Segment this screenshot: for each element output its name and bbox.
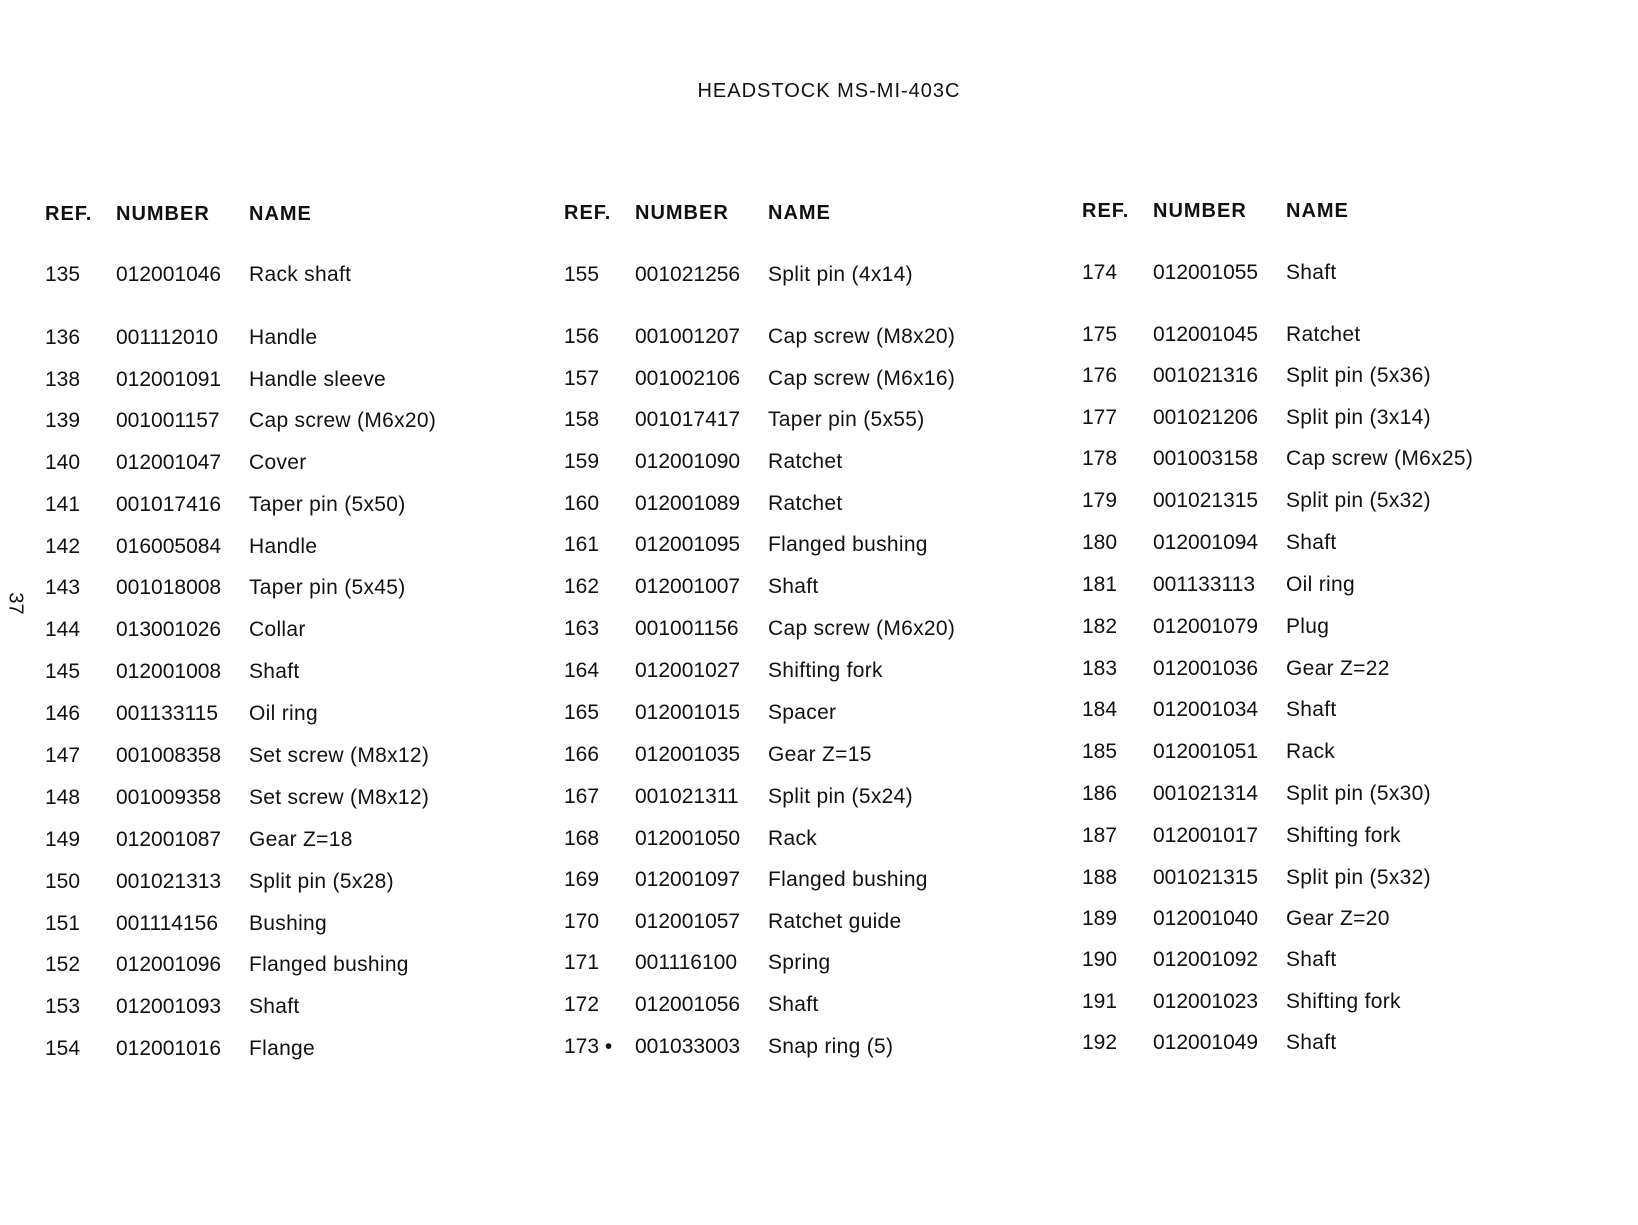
part-row [1082,489,1582,519]
part-name: Shaft [249,995,300,1018]
part-name: Plug [1286,615,1330,638]
part-row [564,868,1064,898]
part-number: 012001055 [1153,261,1259,284]
part-ref: 143 [45,576,81,599]
part-row [564,533,1064,563]
part-row [564,910,1064,940]
part-ref: 167 [564,785,600,808]
part-ref: 155 [564,263,600,286]
part-number: 012001087 [116,828,222,851]
part-name: Spacer [768,701,837,724]
part-number: 012001015 [635,701,741,724]
part-ref: 142 [45,535,81,558]
part-number: 012001023 [1153,990,1259,1013]
part-number: 001002106 [635,367,741,390]
part-ref: 172 [564,993,600,1016]
part-ref: 178 [1082,447,1118,470]
parts-column-3 [1082,0,1582,1225]
part-ref: 138 [45,368,81,391]
part-ref: 169 [564,868,600,891]
part-number: 001008358 [116,744,222,767]
part-number: 012001017 [1153,824,1259,847]
part-row [45,786,545,816]
part-number: 001021206 [1153,406,1259,429]
part-name: Set screw (M8x12) [249,744,430,767]
part-number: 012001079 [1153,615,1259,638]
part-name: Split pin (3x14) [1286,406,1431,429]
part-ref: 191 [1082,990,1118,1013]
part-number: 016005084 [116,535,222,558]
part-name: Gear Z=22 [1286,657,1390,680]
part-row [45,744,545,774]
part-row [1082,573,1582,603]
part-name: Ratchet [1286,323,1361,346]
part-number: 001112010 [116,326,218,349]
part-row [1082,948,1582,978]
part-name: Split pin (5x36) [1286,364,1431,387]
part-number: 001021315 [1153,489,1259,512]
part-row [45,493,545,523]
part-number: 001003158 [1153,447,1259,470]
part-number: 012001046 [116,263,222,286]
part-row [564,408,1064,438]
part-ref: 186 [1082,782,1118,805]
part-number: 001114156 [116,912,218,935]
part-ref: 159 [564,450,600,473]
column-header-ref: REF. [45,203,93,225]
part-name: Set screw (M8x12) [249,786,430,809]
part-row [45,953,545,983]
part-row [45,1037,545,1067]
part-name: Cap screw (M8x20) [768,325,956,348]
part-name: Ratchet [768,492,843,515]
part-name: Split pin (4x14) [768,263,913,286]
part-number: 012001035 [635,743,741,766]
part-row [564,263,1064,293]
part-number: 001021314 [1153,782,1259,805]
part-name: Cap screw (M6x16) [768,367,956,390]
part-ref: 151 [45,912,81,935]
part-name: Taper pin (5x45) [249,576,406,599]
part-number: 001017416 [116,493,222,516]
part-number: 001021315 [1153,866,1259,889]
part-number: 012001036 [1153,657,1259,680]
part-ref: 152 [45,953,81,976]
part-row [1082,615,1582,645]
part-number: 001001207 [635,325,741,348]
part-row [1082,824,1582,854]
part-ref: 190 [1082,948,1118,971]
part-ref: 136 [45,326,81,349]
part-number: 012001095 [635,533,741,556]
part-ref: 163 [564,617,600,640]
part-number: 012001047 [116,451,222,474]
part-name: Handle [249,326,318,349]
part-number: 001009358 [116,786,222,809]
part-name: Handle [249,535,318,558]
part-ref: 192 [1082,1031,1118,1054]
part-ref: 157 [564,367,600,390]
part-row [564,325,1064,355]
part-name: Rack [768,827,818,850]
part-name: Shifting fork [768,659,883,682]
part-number: 001018008 [116,576,222,599]
part-row [564,951,1064,981]
part-number: 012001096 [116,953,222,976]
part-row [45,618,545,648]
part-row [1082,990,1582,1020]
part-number: 013001026 [116,618,222,641]
part-number: 012001050 [635,827,741,850]
part-name: Handle sleeve [249,368,386,391]
column-header-number: NUMBER [1153,200,1247,222]
parts-column-1 [45,0,545,1225]
part-name: Shaft [1286,698,1337,721]
page-number: 37 [4,592,27,615]
part-ref: 161 [564,533,600,556]
part-ref: 175 [1082,323,1118,346]
part-number: 001021316 [1153,364,1259,387]
part-name: Flanged bushing [768,533,928,556]
column-header-name: NAME [768,202,831,224]
part-row [45,660,545,690]
part-ref: 184 [1082,698,1118,721]
part-ref: 160 [564,492,600,515]
part-ref: 145 [45,660,81,683]
part-name: Shaft [768,575,819,598]
part-row [45,368,545,398]
part-name: Split pin (5x32) [1286,866,1431,889]
part-ref: 173 • [564,1035,613,1058]
part-name: Shifting fork [1286,824,1401,847]
part-number: 001021311 [635,785,739,808]
part-row [1082,447,1582,477]
part-number: 012001056 [635,993,741,1016]
part-name: Split pin (5x32) [1286,489,1431,512]
part-row [45,409,545,439]
part-row [564,827,1064,857]
part-name: Shaft [1286,261,1337,284]
part-row [564,659,1064,689]
part-name: Spring [768,951,831,974]
part-number: 012001008 [116,660,222,683]
part-name: Split pin (5x30) [1286,782,1431,805]
part-row [1082,406,1582,436]
part-row [564,743,1064,773]
column-header-name: NAME [1286,200,1349,222]
part-ref: 153 [45,995,81,1018]
part-number: 012001027 [635,659,741,682]
part-name: Collar [249,618,306,641]
part-row [1082,364,1582,394]
part-name: Ratchet guide [768,910,902,933]
part-row [45,995,545,1025]
part-row [45,535,545,565]
part-name: Gear Z=20 [1286,907,1390,930]
part-number: 012001091 [116,368,222,391]
part-number: 001001157 [116,409,220,432]
part-ref: 154 [45,1037,81,1060]
part-name: Shaft [249,660,300,683]
part-row [1082,782,1582,812]
page-title: HEADSTOCK MS-MI-403C [697,80,961,102]
part-name: Rack shaft [249,263,352,286]
part-number: 012001089 [635,492,741,515]
part-row [1082,323,1582,353]
part-ref: 141 [45,493,81,516]
part-ref: 164 [564,659,600,682]
part-ref: 188 [1082,866,1118,889]
part-ref: 139 [45,409,81,432]
part-ref: 170 [564,910,600,933]
part-name: Shifting fork [1286,990,1401,1013]
part-number: 012001094 [1153,531,1259,554]
part-row [1082,261,1582,291]
part-row [1082,740,1582,770]
part-ref: 168 [564,827,600,850]
part-number: 012001090 [635,450,741,473]
part-name: Rack [1286,740,1336,763]
part-row [45,828,545,858]
part-row [45,451,545,481]
part-number: 001033003 [635,1035,741,1058]
part-number: 001116100 [635,951,737,974]
part-ref: 179 [1082,489,1118,512]
part-ref: 148 [45,786,81,809]
part-ref: 149 [45,828,81,851]
part-row [1082,907,1582,937]
column-header-name: NAME [249,203,312,225]
part-row [45,870,545,900]
part-number: 001133115 [116,702,218,725]
part-ref: 146 [45,702,81,725]
part-row [564,785,1064,815]
part-row [1082,698,1582,728]
part-ref: 181 [1082,573,1118,596]
part-row [564,1035,1064,1065]
part-row [564,701,1064,731]
part-row [564,575,1064,605]
part-name: Shaft [768,993,819,1016]
part-number: 001017417 [635,408,741,431]
parts-column-2 [564,0,1064,1225]
part-row [45,263,545,293]
part-ref: 156 [564,325,600,348]
part-number: 012001093 [116,995,222,1018]
part-name: Gear Z=15 [768,743,872,766]
column-header-ref: REF. [564,202,612,224]
part-number: 012001040 [1153,907,1259,930]
part-name: Flanged bushing [768,868,928,891]
part-row [45,912,545,942]
part-row [45,702,545,732]
part-name: Split pin (5x24) [768,785,913,808]
part-ref: 144 [45,618,81,641]
part-name: Taper pin (5x55) [768,408,925,431]
part-ref: 174 [1082,261,1118,284]
part-ref: 135 [45,263,81,286]
part-name: Bushing [249,912,327,935]
part-ref: 189 [1082,907,1118,930]
part-row [45,326,545,356]
column-header-ref: REF. [1082,200,1130,222]
part-number: 012001092 [1153,948,1259,971]
part-number: 001001156 [635,617,739,640]
column-header-number: NUMBER [116,203,210,225]
part-ref: 166 [564,743,600,766]
part-row [564,617,1064,647]
part-ref: 185 [1082,740,1118,763]
part-row [564,450,1064,480]
part-name: Shaft [1286,948,1337,971]
part-name: Cap screw (M6x20) [249,409,437,432]
part-number: 012001016 [116,1037,222,1060]
part-name: Gear Z=18 [249,828,353,851]
part-row [564,367,1064,397]
part-row [45,576,545,606]
part-ref: 165 [564,701,600,724]
part-name: Cap screw (M6x20) [768,617,956,640]
column-header-number: NUMBER [635,202,729,224]
part-number: 012001097 [635,868,741,891]
part-name: Flanged bushing [249,953,409,976]
part-ref: 162 [564,575,600,598]
part-number: 012001049 [1153,1031,1259,1054]
part-row [1082,531,1582,561]
part-name: Oil ring [249,702,318,725]
part-number: 001021256 [635,263,741,286]
part-ref: 183 [1082,657,1118,680]
part-row [1082,657,1582,687]
part-ref: 187 [1082,824,1118,847]
part-number: 012001045 [1153,323,1259,346]
part-name: Snap ring (5) [768,1035,894,1058]
part-row [1082,866,1582,896]
part-number: 012001007 [635,575,741,598]
part-ref: 171 [564,951,600,974]
part-name: Split pin (5x28) [249,870,394,893]
part-number: 001021313 [116,870,222,893]
part-ref: 158 [564,408,600,431]
part-ref: 150 [45,870,81,893]
part-row [564,993,1064,1023]
part-name: Flange [249,1037,316,1060]
part-ref: 182 [1082,615,1118,638]
part-name: Oil ring [1286,573,1355,596]
part-name: Taper pin (5x50) [249,493,406,516]
part-name: Cap screw (M6x25) [1286,447,1474,470]
part-number: 012001034 [1153,698,1259,721]
part-ref: 180 [1082,531,1118,554]
part-ref: 176 [1082,364,1118,387]
part-number: 012001057 [635,910,741,933]
part-name: Shaft [1286,531,1337,554]
part-ref: 177 [1082,406,1118,429]
part-name: Ratchet [768,450,843,473]
part-number: 012001051 [1153,740,1259,763]
part-ref: 147 [45,744,81,767]
part-row [1082,1031,1582,1061]
part-number: 001133113 [1153,573,1255,596]
part-ref: 140 [45,451,81,474]
part-row [564,492,1064,522]
part-name: Cover [249,451,307,474]
part-name: Shaft [1286,1031,1337,1054]
